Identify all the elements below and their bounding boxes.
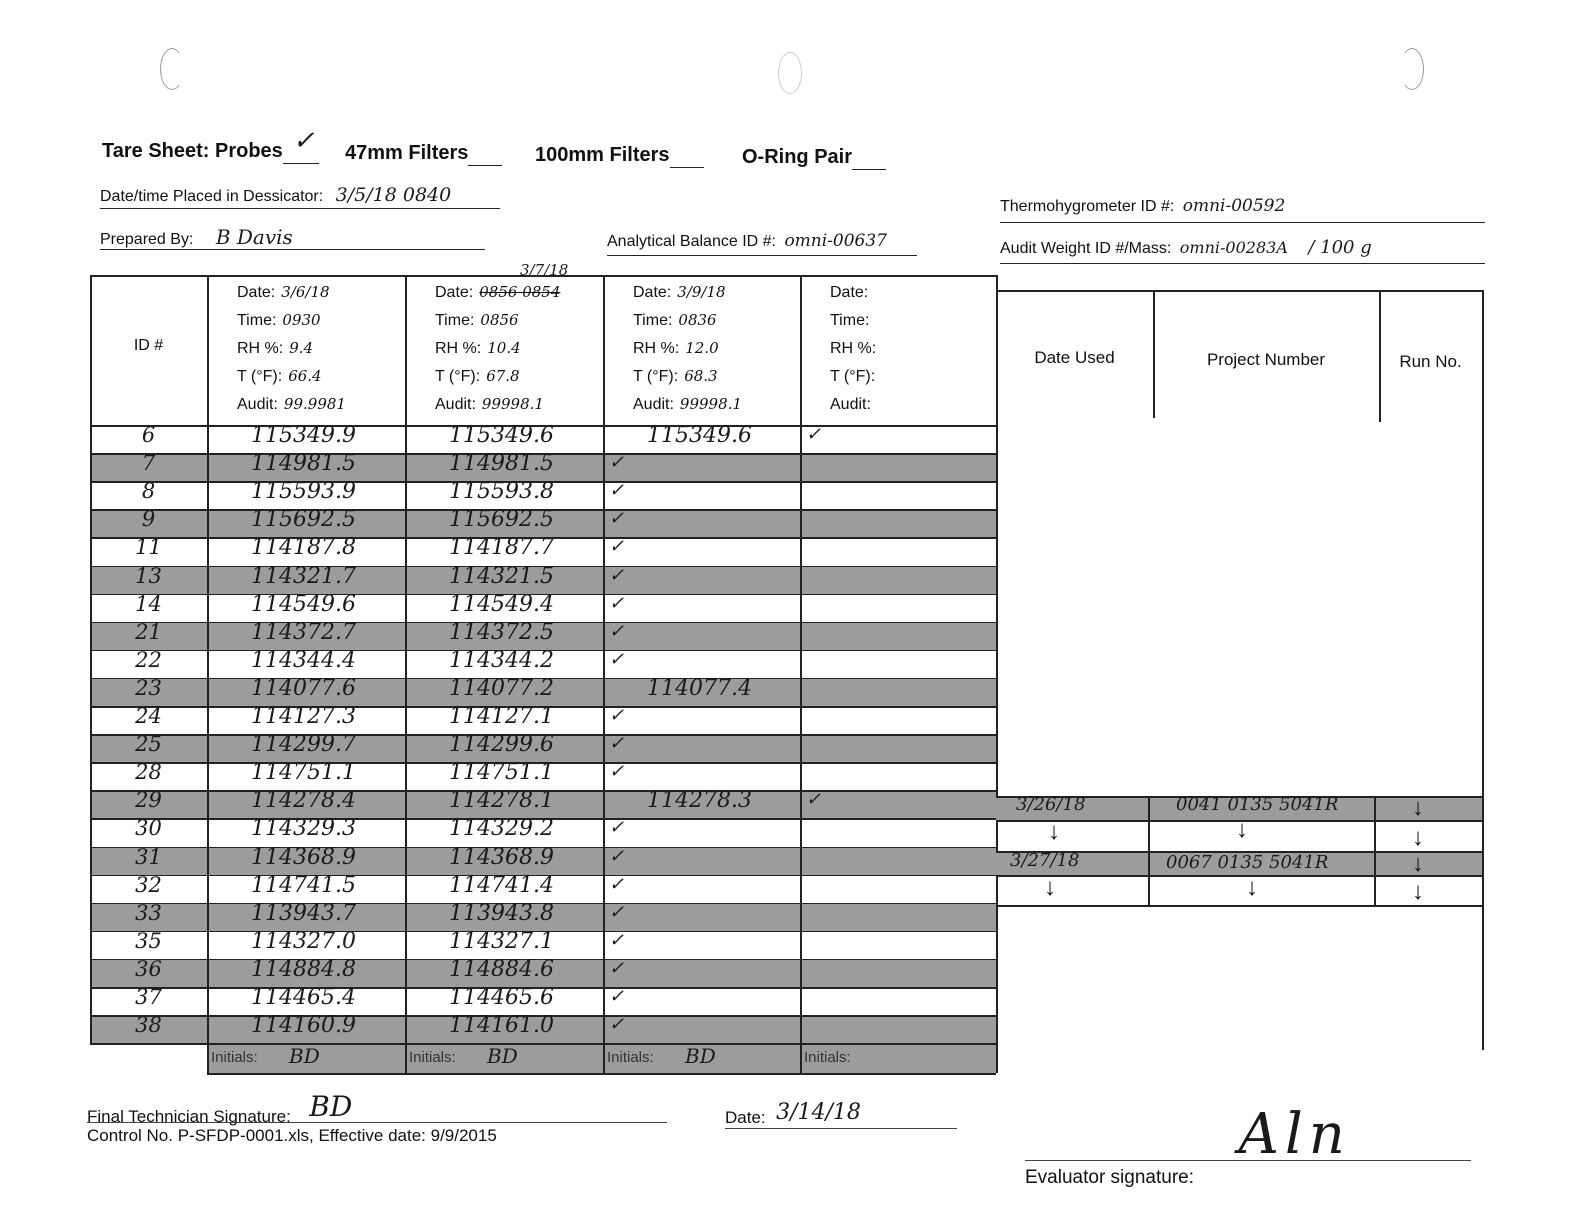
- weight-value: 114327.0: [251, 928, 356, 954]
- session-field-value: 0856 0854: [479, 283, 561, 301]
- weight-value: 115593.9: [251, 479, 356, 505]
- check-mark: ✓: [609, 957, 625, 979]
- initials-value: BD: [685, 1044, 716, 1069]
- punch-hole-right: [1400, 48, 1424, 90]
- check-mark: ✓: [609, 536, 625, 558]
- weight-value: 114278.1: [449, 788, 554, 814]
- check-mark: ✓: [609, 845, 625, 867]
- balance-id-value: omni-00637: [784, 231, 888, 251]
- weight-value: 114344.4: [251, 647, 356, 673]
- row-id: 30: [135, 816, 162, 841]
- session-field-value: 99998.1: [481, 395, 544, 413]
- session-field-label: Date:: [633, 284, 672, 301]
- prepared-by-value: B Davis: [215, 225, 293, 249]
- session-field-value: 9.4: [289, 339, 314, 357]
- session-field-value: 10.4: [487, 339, 521, 357]
- session-2-audit: [435, 395, 544, 414]
- session-field-label: T (°F):: [237, 368, 283, 385]
- grid-line: [405, 275, 407, 1073]
- session-2-date-note: 3/7/18: [520, 261, 569, 279]
- row-id: 9: [141, 507, 156, 532]
- weight-value: 114884.8: [251, 956, 356, 982]
- check-mark: ✓: [609, 901, 625, 923]
- session-field-value: 0930: [282, 311, 321, 329]
- session-field-label: RH %:: [435, 340, 482, 357]
- check-mark: ✓: [609, 1014, 625, 1036]
- punch-hole-center: [778, 52, 802, 94]
- prepared-by-field: [100, 225, 485, 250]
- weight-value: 115692.5: [251, 507, 356, 533]
- session-4-time: [830, 311, 875, 330]
- session-4-t: [830, 367, 881, 386]
- check-mark: ✓: [609, 986, 625, 1007]
- session-field-label: Audit:: [830, 396, 871, 413]
- weight-value: 114278.3: [647, 788, 752, 814]
- usage-project-arrow-1: ↓: [1236, 816, 1248, 843]
- row-id: 25: [135, 732, 162, 757]
- weight-value: 114751.1: [449, 760, 554, 786]
- session-2-date: [435, 283, 560, 302]
- session-field-value: 67.8: [486, 367, 520, 385]
- row-id: 32: [135, 872, 162, 897]
- session-field-label: Date:: [435, 284, 474, 301]
- project-number-header: Project Number: [1206, 350, 1326, 369]
- session-2-rh: [435, 339, 521, 358]
- evaluator-signature-value: Aln: [1238, 1102, 1351, 1167]
- session-field-value: 0856: [480, 311, 519, 329]
- session-field-label: RH %:: [830, 340, 877, 357]
- audit-weight-value: omni-00283A: [1179, 238, 1288, 257]
- weight-value: 114161.0: [449, 1013, 554, 1039]
- session-3-audit: [633, 395, 742, 414]
- weight-value: 115349.6: [647, 423, 752, 448]
- session-field-value: 66.4: [288, 367, 322, 385]
- session-field-label: Time:: [237, 312, 277, 329]
- date-label: Date:: [725, 1108, 766, 1127]
- final-signature-label: Final Technician Signature:: [87, 1107, 291, 1126]
- usage-project-1: 0041 0135 5041R: [1176, 794, 1339, 815]
- balance-id-label: Analytical Balance ID #:: [607, 233, 776, 250]
- date-value: 3/14/18: [776, 1100, 861, 1125]
- thermo-id-label: Thermohygrometer ID #:: [1000, 198, 1175, 215]
- tare-table: [90, 261, 996, 1069]
- row-id: 37: [135, 985, 162, 1009]
- weight-value: 114077.4: [647, 675, 752, 701]
- weight-value: 114329.3: [251, 816, 356, 842]
- check-mark: ✓: [609, 508, 625, 530]
- final-signature-field: [87, 1090, 667, 1126]
- session-field-value: 3/9/18: [677, 283, 726, 301]
- title-47mm: 47mm Filters: [345, 142, 502, 166]
- session-field-label: Time:: [435, 312, 475, 329]
- weight-value: 114160.9: [251, 1013, 356, 1039]
- weight-value: 114127.3: [251, 704, 356, 729]
- weight-value: 114278.4: [251, 788, 356, 814]
- session-field-value: 0836: [678, 311, 717, 329]
- usage-date-1: 3/26/18: [1016, 794, 1086, 815]
- row-id: 14: [135, 591, 162, 616]
- date-used-header: Date Used: [1034, 348, 1115, 367]
- session-3-t: [633, 367, 718, 386]
- check-mark: ✓: [806, 789, 822, 811]
- date-field: [725, 1100, 957, 1129]
- session-field-value: 99998.1: [679, 395, 742, 413]
- thermo-id-value: omni-00592: [1182, 196, 1286, 216]
- weight-value: 114077.2: [449, 675, 554, 701]
- session-field-value: 12.0: [685, 339, 719, 357]
- check-mark: ✓: [609, 705, 625, 726]
- usage-date-arrow-1: ↓: [1048, 818, 1060, 845]
- row-id: 13: [135, 563, 162, 588]
- balance-id-field: [607, 231, 917, 256]
- check-mark: ✓: [609, 452, 625, 474]
- control-number: Control No. P-SFDP-0001.xls, Effective date: 9/9/2015: [87, 1126, 497, 1145]
- session-3-date: [633, 283, 726, 302]
- thermo-id-field: [1000, 196, 1485, 223]
- initials-shade: [207, 1043, 996, 1073]
- usage-project-arrow-2: ↓: [1246, 874, 1258, 901]
- initials-value: BD: [289, 1044, 320, 1069]
- date-placed-label: Date/time Placed in Dessicator:: [100, 188, 324, 205]
- check-mark: ✓: [609, 620, 625, 642]
- grid-line: [603, 275, 605, 1073]
- session-3-time: [633, 311, 717, 330]
- prepared-by-label: Prepared By:: [100, 231, 194, 248]
- session-field-label: RH %:: [633, 340, 680, 357]
- usage-run-1: ↓: [1412, 794, 1424, 821]
- usage-date-2: 3/27/18: [1010, 850, 1080, 871]
- weight-value: 114127.1: [449, 704, 554, 729]
- session-field-label: Time:: [633, 312, 673, 329]
- weight-value: 114981.5: [251, 451, 356, 477]
- final-signature-value: BD: [309, 1090, 353, 1123]
- id-header: ID #: [133, 337, 164, 354]
- punch-hole-left: [160, 48, 184, 90]
- session-1-t: [237, 367, 322, 386]
- session-field-label: Audit:: [435, 396, 476, 413]
- check-mark: ✓: [609, 761, 625, 783]
- weight-value: 115692.5: [449, 507, 554, 533]
- check-mark: ✓: [609, 929, 625, 951]
- probes-checkmark: ✓: [292, 126, 315, 156]
- weight-value: 115349.6: [449, 423, 554, 448]
- row-id: 7: [141, 451, 156, 476]
- session-field-label: T (°F):: [633, 368, 679, 385]
- session-4-date: [830, 283, 874, 302]
- weight-value: 114321.5: [449, 563, 554, 589]
- session-1-time: [237, 311, 321, 330]
- check-mark: ✓: [609, 592, 625, 614]
- weight-value: 114329.2: [449, 816, 554, 842]
- check-mark: ✓: [609, 564, 625, 586]
- weight-value: 114077.6: [251, 675, 356, 701]
- weight-value: 114368.9: [449, 844, 554, 870]
- weight-value: 114187.7: [449, 535, 554, 561]
- audit-weight-label: Audit Weight ID #/Mass:: [1000, 240, 1172, 257]
- session-field-label: Date:: [237, 284, 276, 301]
- weight-value: 113943.8: [449, 900, 554, 926]
- usage-project-2: 0067 0135 5041R: [1166, 852, 1329, 873]
- check-mark: ✓: [609, 480, 625, 502]
- weight-value: 114465.6: [449, 985, 554, 1010]
- row-id: 8: [141, 479, 156, 504]
- weight-value: 114372.7: [251, 619, 356, 645]
- usage-run-arrow-2: ↓: [1412, 878, 1424, 905]
- row-id: 21: [135, 619, 162, 644]
- row-id: 38: [135, 1013, 162, 1038]
- weight-value: 114741.5: [251, 872, 356, 898]
- session-1-date: [237, 283, 330, 302]
- session-field-label: Audit:: [237, 396, 278, 413]
- session-field-label: T (°F):: [435, 368, 481, 385]
- title-oring: O-Ring Pair: [742, 146, 886, 170]
- initials-value: BD: [487, 1044, 518, 1069]
- row-id: 6: [141, 423, 156, 447]
- row-id: 33: [135, 900, 162, 925]
- title-probes: Tare Sheet: Probes ✓: [102, 140, 319, 164]
- row-id: 35: [135, 928, 162, 953]
- session-2-t: [435, 367, 520, 386]
- weight-value: 114549.6: [251, 591, 356, 617]
- session-field-label: Date:: [830, 284, 869, 301]
- date-placed-field: [100, 184, 500, 209]
- weight-value: 114741.4: [449, 872, 554, 898]
- weight-value: 114327.1: [449, 928, 554, 954]
- row-id: 23: [135, 675, 162, 700]
- weight-value: 114372.5: [449, 619, 554, 645]
- initials-label: Initials:: [607, 1049, 654, 1067]
- evaluator-signature-label: Evaluator signature:: [1025, 1167, 1194, 1188]
- weight-value: 114368.9: [251, 844, 356, 870]
- weight-value: 114751.1: [251, 760, 356, 786]
- weight-value: 114465.4: [251, 985, 356, 1010]
- session-field-label: Audit:: [633, 396, 674, 413]
- weight-value: 115593.8: [449, 479, 554, 505]
- initials-label: Initials:: [211, 1049, 258, 1067]
- check-mark: ✓: [609, 648, 625, 670]
- session-field-label: Time:: [830, 312, 870, 329]
- session-2-time: [435, 311, 519, 330]
- check-mark: ✓: [609, 817, 625, 839]
- grid-line: [207, 275, 209, 1073]
- row-id: 22: [135, 647, 162, 672]
- run-number-header: Run No.: [1399, 352, 1462, 371]
- row-id: 31: [135, 844, 162, 869]
- check-mark: ✓: [609, 873, 625, 895]
- weight-value: 115349.9: [251, 423, 356, 448]
- session-field-label: T (°F):: [830, 368, 876, 385]
- weight-value: 114187.8: [251, 535, 356, 561]
- audit-weight-field: [1000, 237, 1485, 264]
- title-100mm: 100mm Filters: [535, 144, 704, 168]
- check-mark: ✓: [609, 733, 625, 755]
- session-1-rh: [237, 339, 313, 358]
- row-id: 28: [135, 760, 162, 785]
- grid-line: [800, 275, 802, 1073]
- date-placed-value: 3/5/18 0840: [335, 184, 452, 206]
- usage-date-arrow-2: ↓: [1044, 874, 1056, 901]
- grid-line: [90, 1043, 996, 1045]
- check-mark: ✓: [806, 424, 822, 445]
- weight-value: 114299.7: [251, 732, 356, 758]
- session-4-rh: [830, 339, 882, 358]
- usage-table: [996, 290, 1484, 1050]
- session-field-value: 3/6/18: [281, 283, 330, 301]
- weight-value: 113943.7: [251, 900, 356, 926]
- evaluator-signature-field: [1025, 1102, 1471, 1188]
- row-id: 24: [135, 704, 162, 728]
- grid-line: [207, 1073, 996, 1075]
- session-field-value: 99.9981: [283, 395, 346, 413]
- initials-label: Initials:: [409, 1049, 456, 1067]
- session-1-audit: [237, 395, 346, 414]
- weight-value: 114299.6: [449, 732, 554, 758]
- session-field-value: 68.3: [684, 367, 718, 385]
- weight-value: 114321.7: [251, 563, 356, 589]
- row-id: 11: [135, 535, 162, 560]
- session-4-audit: [830, 395, 877, 414]
- usage-run-2: ↓: [1412, 850, 1424, 877]
- audit-weight-mass: / 100 g: [1308, 237, 1372, 258]
- usage-run-arrow-1: ↓: [1412, 824, 1424, 851]
- weight-value: 114549.4: [449, 591, 554, 617]
- row-id: 36: [135, 956, 162, 981]
- weight-value: 114344.2: [449, 647, 554, 673]
- weight-value: 114884.6: [449, 956, 554, 982]
- initials-label: Initials:: [804, 1049, 851, 1067]
- row-id: 29: [135, 788, 162, 813]
- session-3-rh: [633, 339, 719, 358]
- session-field-label: RH %:: [237, 340, 284, 357]
- weight-value: 114981.5: [449, 451, 554, 477]
